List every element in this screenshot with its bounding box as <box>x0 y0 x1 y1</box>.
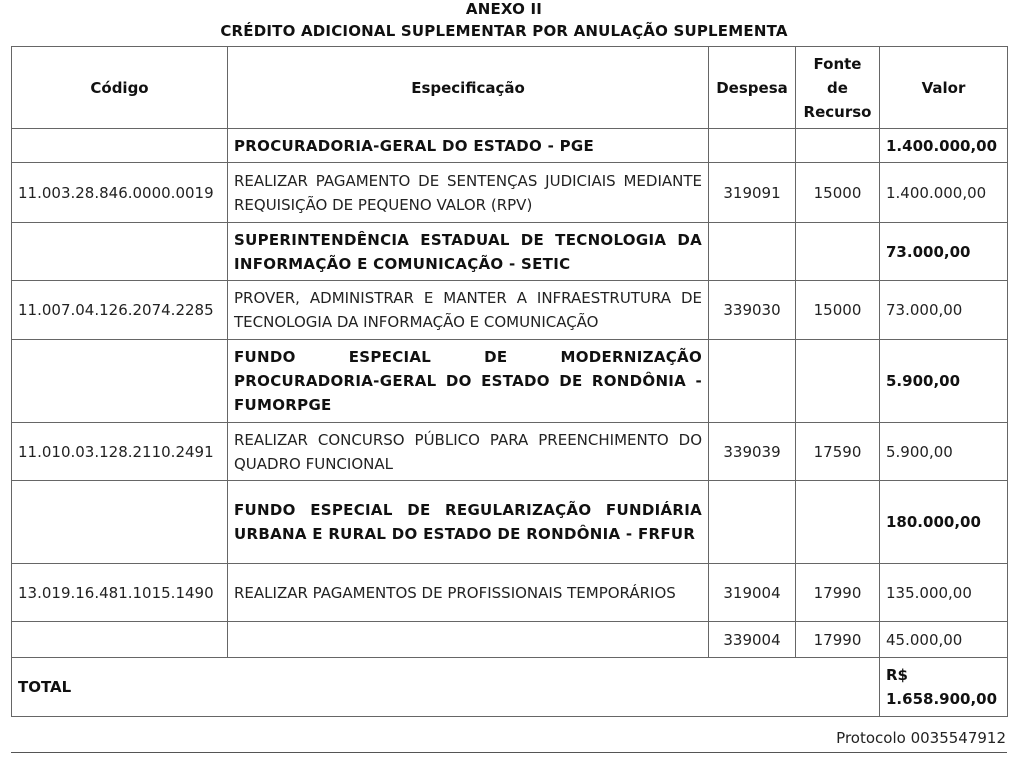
cell-despesa <box>709 340 796 423</box>
cell-especificacao: REALIZAR CONCURSO PÚBLICO PARA PREENCHIMENTO DO QUADRO FUNCIONAL <box>228 423 709 481</box>
cell-fonte: 17990 <box>796 564 880 622</box>
column-header-despesa: Despesa <box>709 47 796 129</box>
cell-despesa: 319091 <box>709 163 796 223</box>
cell-despesa: 339039 <box>709 423 796 481</box>
cell-codigo: 11.007.04.126.2074.2285 <box>12 281 228 340</box>
cell-despesa <box>709 481 796 564</box>
footer-divider <box>11 752 1007 753</box>
table-row-item <box>12 281 1008 340</box>
cell-valor: 73.000,00 <box>880 281 1008 340</box>
cell-despesa <box>709 129 796 163</box>
cell-valor: 73.000,00 <box>880 223 1008 281</box>
table-header-row <box>12 47 1008 129</box>
column-header-fonte-line3: Recurso <box>803 102 872 121</box>
cell-codigo: 11.003.28.846.0000.0019 <box>12 163 228 223</box>
cell-fonte <box>796 340 880 423</box>
cell-fonte: 15000 <box>796 281 880 340</box>
cell-codigo: 11.010.03.128.2110.2491 <box>12 423 228 481</box>
cell-codigo <box>12 481 228 564</box>
column-header-fonte <box>796 47 880 129</box>
cell-codigo <box>12 129 228 163</box>
table-row-item <box>12 163 1008 223</box>
table-row-org <box>12 340 1008 423</box>
cell-valor: 1.400.000,00 <box>880 129 1008 163</box>
column-header-especificacao: Especificação <box>228 47 709 129</box>
cell-especificacao: REALIZAR PAGAMENTO DE SENTENÇAS JUDICIAIS MEDIANTE REQUISIÇÃO DE PEQUENO VALOR (RPV) <box>228 163 709 223</box>
cell-codigo <box>12 340 228 423</box>
total-value-cell <box>880 658 1008 717</box>
cell-valor: 1.400.000,00 <box>880 163 1008 223</box>
document-title: CRÉDITO ADICIONAL SUPLEMENTAR POR ANULAÇÃO SUPLEMENTA <box>220 22 788 40</box>
column-header-fonte-line1: Fonte <box>813 54 862 73</box>
cell-codigo <box>12 223 228 281</box>
cell-valor: 180.000,00 <box>880 481 1008 564</box>
table-row-item <box>12 564 1008 622</box>
cell-valor: 5.900,00 <box>880 340 1008 423</box>
cell-despesa: 339004 <box>709 622 796 658</box>
cell-valor: 135.000,00 <box>880 564 1008 622</box>
cell-especificacao: SUPERINTENDÊNCIA ESTADUAL DE TECNOLOGIA DA INFORMAÇÃO E COMUNICAÇÃO - SETIC <box>228 223 709 281</box>
protocol-number: Protocolo 0035547912 <box>836 729 1006 747</box>
cell-despesa: 339030 <box>709 281 796 340</box>
table-row-item <box>12 423 1008 481</box>
cell-especificacao: PROCURADORIA-GERAL DO ESTADO - PGE <box>228 129 709 163</box>
cell-despesa: 319004 <box>709 564 796 622</box>
cell-especificacao: FUNDO ESPECIAL DE REGULARIZAÇÃO FUNDIÁRIA URBANA E RURAL DO ESTADO DE RONDÔNIA - FRFUR <box>228 481 709 564</box>
cell-especificacao: REALIZAR PAGAMENTOS DE PROFISSIONAIS TEMPORÁRIOS <box>228 564 709 622</box>
total-value: 1.658.900,00 <box>886 690 998 708</box>
cell-valor: 45.000,00 <box>880 622 1008 658</box>
cell-codigo <box>12 622 228 658</box>
column-header-valor: Valor <box>880 47 1008 129</box>
column-header-codigo: Código <box>12 47 228 129</box>
table-row-item <box>12 622 1008 658</box>
cell-especificacao <box>228 622 709 658</box>
budget-table <box>11 46 1008 717</box>
cell-fonte <box>796 223 880 281</box>
table-row-org <box>12 223 1008 281</box>
table-row-total <box>12 658 1008 717</box>
total-label: TOTAL <box>12 658 880 717</box>
cell-codigo: 13.019.16.481.1015.1490 <box>12 564 228 622</box>
cell-valor: 5.900,00 <box>880 423 1008 481</box>
cell-especificacao: PROVER, ADMINISTRAR E MANTER A INFRAESTRUTURA DE TECNOLOGIA DA INFORMAÇÃO E COMUNICAÇÃO <box>228 281 709 340</box>
table-row-org <box>12 481 1008 564</box>
cell-fonte <box>796 129 880 163</box>
cell-fonte: 17990 <box>796 622 880 658</box>
cell-despesa <box>709 223 796 281</box>
annex-title: ANEXO II <box>465 0 543 18</box>
table-row-org <box>12 129 1008 163</box>
total-currency: R$ <box>886 666 908 684</box>
cell-fonte: 17590 <box>796 423 880 481</box>
cell-especificacao: FUNDO ESPECIAL DE MODERNIZAÇÃO PROCURADORIA-GERAL DO ESTADO DE RONDÔNIA - FUMORPGE <box>228 340 709 423</box>
cell-fonte: 15000 <box>796 163 880 223</box>
column-header-fonte-line2: de <box>827 78 848 97</box>
cell-fonte <box>796 481 880 564</box>
